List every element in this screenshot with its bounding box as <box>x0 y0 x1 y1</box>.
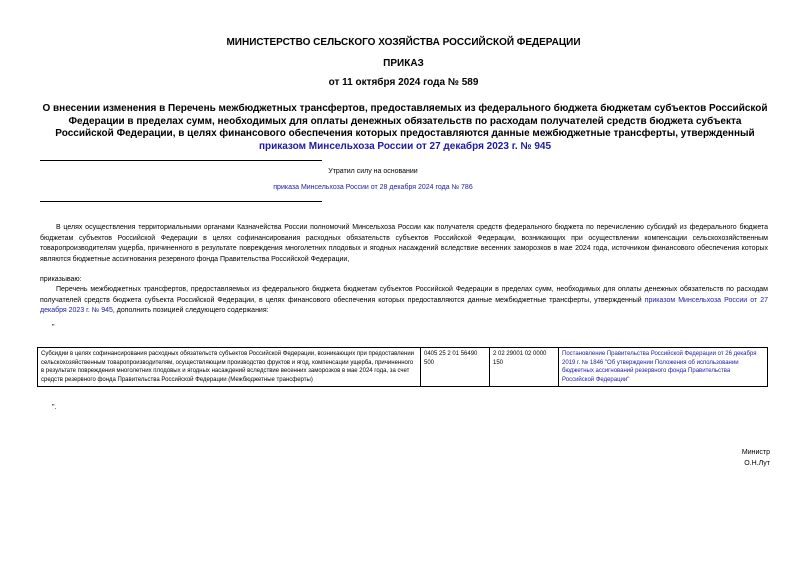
table-row <box>38 348 768 387</box>
lost-force-label: Утратил силу на основании <box>328 168 418 175</box>
legal-basis-cell <box>559 348 768 387</box>
title-text: О внесении изменения в Перечень межбюджетных трансфертов, предоставляемых из федерального бюджета бюджетам субъектов Российской Федерации в пределах сумм, необходимых для оплаты денежных обязательств по расходам получателей средств бюджета субъекта Российской Федерации, в целях финансового обеспечения которых предоставляются данные межбюджетные трансферты, утвержденный <box>42 103 768 139</box>
title-link-order-945[interactable]: приказом Минсельхоза России от 27 декабря 2023 г. № 945 <box>258 140 552 152</box>
order-paragraph <box>40 285 768 317</box>
order-word: приказываю: <box>40 276 82 283</box>
order-paragraph-text: Перечень межбюджетных трансфертов, предоставляемых из федерального бюджета бюджетам субъектов Российской Федерации в пределах сумм, необходимых для оплаты денежных обязательств по расходам получателей средств бюджета субъекта Российской Федерации, в целях финансового обеспечения которых предоставляются данные межбюджетные трансферты, утвержденный <box>40 286 768 304</box>
document-type: ПРИКАЗ <box>383 58 424 69</box>
ministry-name: МИНИСТЕРСТВО СЕЛЬСКОГО ХОЗЯЙСТВА РОССИЙСКОЙ ФЕДЕРАЦИИ <box>226 37 581 48</box>
divider-bottom <box>40 201 322 202</box>
document-date-number: от 11 октября 2024 года № 589 <box>328 77 479 88</box>
order-paragraph-tail: , дополнить позицией следующего содержания: <box>112 307 269 314</box>
transfers-table <box>37 347 768 387</box>
divider-top <box>40 160 322 161</box>
order-paragraph-link[interactable]: приказом Минсельхоза России от 27 декабря 2023 г. № 945 <box>40 296 768 314</box>
quote-close: ". <box>52 404 57 411</box>
transfer-description-cell: Субсидии в целях софинансирования расходных обязательств субъектов Российской Федерации, возникающих при предоставлении сельскохозяйственным товаропроизводителям, осуществляющим производство фруктов и ягод, компенсации ущерба, причиненного в результате повреждения многолетних плодовых и ягодных насаждений вследствие весенних заморозков в мае 2024 года, за счет средств резервного фонда Правительства Российской Федерации (Межбюджетные трансферты) <box>38 348 421 387</box>
lost-force-link <box>40 184 706 191</box>
signatory-name: О.Н.Лут <box>744 460 770 467</box>
legal-basis-link[interactable]: Постановление Правительства Российской Федерации от 26 декабря 2019 г. № 1846 "Об утверждении Положения об использовании бюджетных ассигнований резервного фонда Правительства Российской Федерации" <box>562 351 757 383</box>
income-code-cell: 2 02 29001 02 0000 150 <box>490 348 559 387</box>
signatory-position: Министр <box>741 449 770 456</box>
document-title <box>40 103 770 153</box>
quote-open: " <box>52 324 55 331</box>
lost-force-order-link[interactable]: приказа Минсельхоза России от 28 декабря 2024 года № 786 <box>273 184 473 191</box>
preamble-paragraph: В целях осуществления территориальными органами Казначейства России полномочий Минсельхоза России как получателя средств федерального бюджета по перечислению субсидий из федерального бюджета бюджетам субъектов Российской Федерации в целях софинансирования расходных обязательств субъектов Российской Федерации, возникающих при осуществлении компенсации сельскохозяйственным товаропроизводителям ущерба, причиненного в результате повреждения многолетних плодовых и ягодных насаждений вследствие весенних заморозков в мае 2024 года, источником финансового обеспечения которых являются бюджетные ассигнования резервного фонда Правительства Российской Федерации, <box>40 224 768 263</box>
expense-code-cell: 0405 25 2 01 56490 500 <box>421 348 490 387</box>
